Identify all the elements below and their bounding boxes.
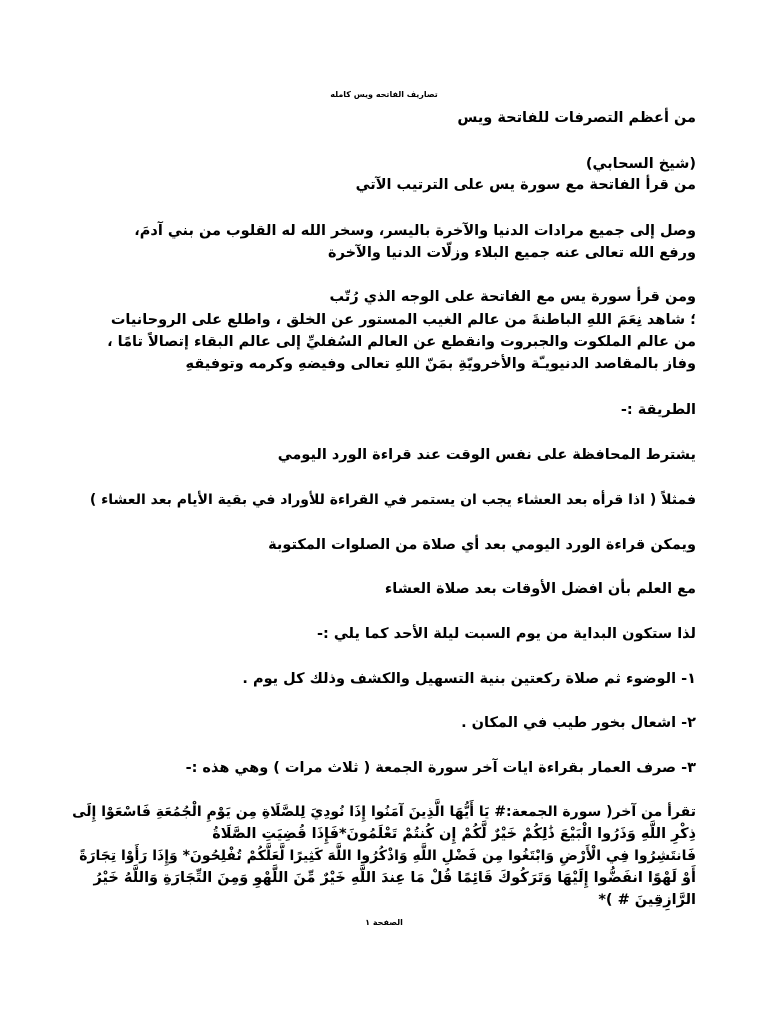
quran-line: أَوْ لَهْوًا انفَضُّوا إِلَيْهَا وَتَرَكُوكَ قَائِمًا قُلْ مَا عِندَ اللَّهِ خَيْرٌ مِّنَ اللَّهْوِ وَمِنَ التِّجَارَةِ وَاللَّهُ خَيْرُ: [93, 870, 696, 886]
quran-line: فَانتَشِرُوا فِي الْأَرْضِ وَابْتَغُوا مِن فَضْلِ اللَّهِ وَاذْكُرُوا اللَّهَ كَثِيرًا لَّعَلَّكُمْ تُفْلِحُونَ* وَإِذَا رَأَوْا تِجَارَةً: [79, 848, 696, 864]
text-line: يشترط المحافظة على نفس الوقت عند قراءة الورد اليومي: [277, 447, 696, 463]
page-number: الصفحة ١: [365, 918, 403, 927]
step-line: ٢- اشعال بخور طيب في المكان .: [461, 715, 696, 731]
text-line: ؛ شاهد نِعَمَ اللهِ الباطنةَ من عالم الغيب المستور عن الخلق ، واطلع على الروحانيات: [110, 312, 696, 328]
text-line: وصل إلى جميع مرادات الدنيا والآخرة باليسر، وسخر الله له القلوب من بني آدمَ،: [134, 223, 696, 239]
subtitle-line: من أعظم التصرفات للفاتحة ويس: [457, 110, 696, 126]
quran-line: تقرأ من آخر( سورة الجمعة:# يَا أَيُّهَا الَّذِينَ آمَنُوا إِذَا نُودِيَ لِلصَّلَاةِ مِن يَوْمِ الْجُمُعَةِ فَاسْعَوْا إِلَى: [72, 804, 696, 820]
text-line: وفاز بالمقاصد الدنيويـّة والأخرويّةِ بمَنّ اللهِ تعالى وفيضهِ وكرمه وتوفيقهِ: [185, 356, 696, 372]
text-line: من قرأ الفاتحة مع سورة يس على الترتيب الآتي: [355, 177, 696, 193]
author-line: (شيخ السحابي): [585, 156, 696, 172]
text-line: فمثلاً ( اذا قرأه بعد العشاء يجب ان يستمر في القراءة للأوراد في بقية الأيام بعد العشاء ): [89, 492, 696, 508]
section-heading: الطريقة :-: [620, 402, 696, 418]
text-line: لذا ستكون البداية من يوم السبت ليلة الأحد كما يلي :-: [316, 626, 696, 642]
quran-line: الرَّازِقِينَ # )*: [598, 892, 696, 908]
text-line: ورفع الله تعالى عنه جميع البلاء وزلّات الدنيا والآخرة: [328, 245, 696, 261]
text-line: ومن قرأ سورة يس مع الفاتحة على الوجه الذي رُتّب: [329, 289, 696, 305]
document-title: تصاريف الفاتحه ويس كامله: [330, 90, 438, 99]
quran-line: ذِكْرِ اللَّهِ وَذَرُوا الْبَيْعَ ذَٰلِكُمْ خَيْرٌ لَّكُمْ إِن كُنتُمْ تَعْلَمُونَ*فَإِذَا قُضِيَتِ الصَّلَاةُ: [212, 826, 696, 842]
step-line: ١- الوضوء ثم صلاة ركعتين بنية التسهيل والكشف وذلك كل يوم .: [242, 671, 696, 687]
text-line: مع العلم بأن افضل الأوقات بعد صلاة العشاء: [384, 581, 696, 597]
text-line: من عالم الملكوت والجبروت وانقطع عن العالم السُفليِّ إلى عالم البقاء إتصالاً تامًا ،: [107, 334, 696, 350]
text-line: ويمكن قراءة الورد اليومي بعد أي صلاة من الصلوات المكتوبة: [268, 537, 696, 553]
step-line: ٣- صرف العمار بقراءة ايات آخر سورة الجمعة ( ثلاث مرات ) وهي هذه :-: [185, 760, 696, 776]
